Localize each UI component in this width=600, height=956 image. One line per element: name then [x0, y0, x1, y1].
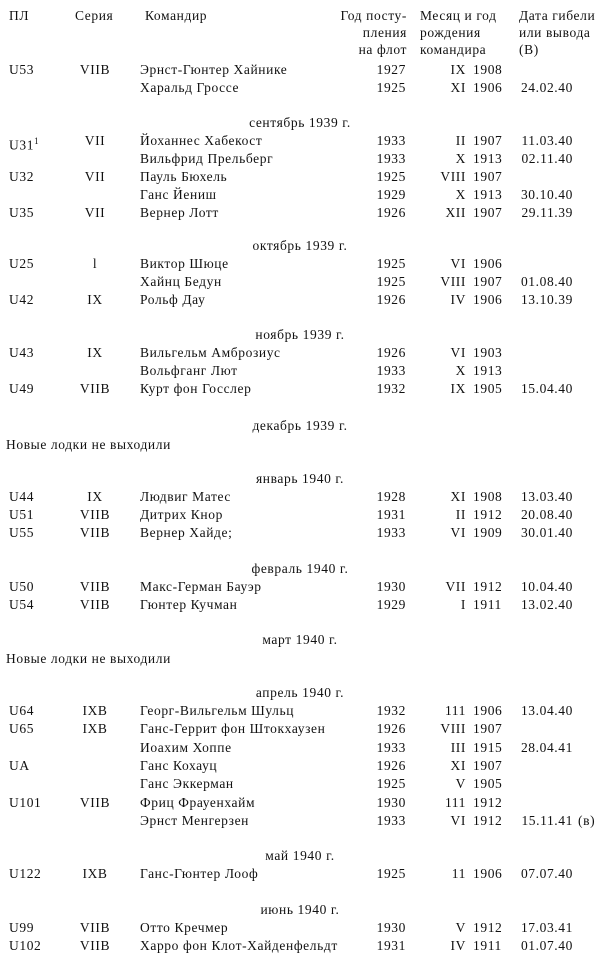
entry-year: 1929 [376, 597, 406, 612]
birth-year: 1912 [473, 507, 503, 522]
loss-date: 15.04.40 [520, 381, 573, 396]
commander-name: Отто Кречмер [140, 920, 229, 935]
loss-date: 24.02.40 [520, 80, 573, 95]
birth-month: X [455, 151, 466, 166]
commander-name: Хайнц Бедун [140, 274, 222, 289]
commander-name: Ганс Кохауц [140, 758, 218, 773]
boat-id: U55 [9, 525, 35, 540]
series: VIIB [79, 62, 111, 77]
birth-year: 1908 [473, 489, 503, 504]
entry-year: 1929 [376, 187, 406, 202]
entry-year: 1930 [376, 920, 406, 935]
series: VIIB [79, 920, 111, 935]
boat-id: U54 [9, 597, 35, 612]
birth-year: 1912 [473, 813, 503, 828]
series: VIIB [79, 525, 111, 540]
series: IX [87, 345, 103, 360]
header-birth-line1: Месяц и год [420, 8, 497, 23]
birth-month: XI [450, 758, 466, 773]
birth-year: 1907 [473, 274, 503, 289]
series: IXB [82, 721, 108, 736]
entry-year: 1926 [376, 345, 406, 360]
birth-month: XII [445, 205, 466, 220]
series: VII [84, 133, 106, 148]
birth-month: II [455, 507, 466, 522]
series: VIIB [79, 507, 111, 522]
month-heading: март 1940 г. [262, 632, 338, 647]
entry-year: 1926 [376, 721, 406, 736]
birth-year: 1906 [473, 703, 503, 718]
birth-month: 111 [444, 795, 466, 810]
entry-year: 1930 [376, 795, 406, 810]
entry-year: 1925 [376, 866, 406, 881]
entry-year: 1931 [376, 507, 406, 522]
loss-date: 07.07.40 [520, 866, 573, 881]
birth-year: 1908 [473, 62, 503, 77]
birth-year: 1905 [473, 381, 503, 396]
commander-name: Фриц Фрауенхайм [140, 795, 256, 810]
loss-date: 30.01.40 [520, 525, 573, 540]
commander-name: Эрнст-Гюнтер Хайнике [140, 62, 288, 77]
loss-date: 17.03.41 [520, 920, 573, 935]
birth-year: 1907 [473, 758, 503, 773]
commander-name: Курт фон Госслер [140, 381, 252, 396]
month-heading: сентябрь 1939 г. [249, 115, 351, 130]
birth-year: 1909 [473, 525, 503, 540]
commander-name: Дитрих Кнор [140, 507, 223, 522]
month-heading: июнь 1940 г. [260, 902, 340, 917]
boat-id: U44 [9, 489, 35, 504]
commander-name: Ганс-Гюнтер Лооф [140, 866, 259, 881]
birth-year: 1913 [473, 363, 503, 378]
birth-month: V [455, 776, 466, 791]
boat-id: $U31^1$ [9, 136, 40, 153]
series: l [92, 256, 98, 271]
loss-date: 30.10.40 [520, 187, 573, 202]
commander-name: Георг-Вильгельм Шульц [140, 703, 295, 718]
commander-name: Вильфрид Прельберг [140, 151, 274, 166]
boat-id: U49 [9, 381, 35, 396]
entry-year: 1925 [376, 80, 406, 95]
boat-id: U25 [9, 256, 35, 271]
boat-id: U50 [9, 579, 35, 594]
commander-name: Вернер Хайде; [140, 525, 233, 540]
entry-year: 1925 [376, 274, 406, 289]
boat-id: UA [9, 758, 30, 773]
loss-date: 13.04.40 [520, 703, 573, 718]
birth-month: 111 [444, 703, 466, 718]
header-year-line3: на флот [358, 42, 407, 57]
series: VIIB [79, 579, 111, 594]
header-boat: ПЛ [9, 8, 30, 23]
commander-name: Ганс Эккерман [140, 776, 234, 791]
loss-date: 01.08.40 [520, 274, 573, 289]
birth-month: VI [450, 256, 466, 271]
series: VIIB [79, 597, 111, 612]
entry-year: 1933 [376, 363, 406, 378]
loss-date: 13.02.40 [520, 597, 573, 612]
birth-year: 1907 [473, 169, 503, 184]
birth-month: VIII [440, 169, 466, 184]
entry-year: 1933 [376, 813, 406, 828]
header-date-line2: или вывода [519, 25, 591, 40]
boat-id: U32 [9, 169, 35, 184]
loss-date: 28.04.41 [520, 740, 573, 755]
boat-id: U42 [9, 292, 35, 307]
series: VII [84, 169, 106, 184]
commander-name: Йоханнес Хабекост [140, 133, 263, 148]
birth-year: 1913 [473, 151, 503, 166]
series: IXB [82, 703, 108, 718]
entry-year: 1926 [376, 205, 406, 220]
boat-id: U102 [9, 938, 42, 953]
commander-name: Пауль Бюхель [140, 169, 228, 184]
commander-name: Вольфганг Лют [140, 363, 238, 378]
boat-id: U51 [9, 507, 35, 522]
entry-year: 1925 [376, 256, 406, 271]
loss-date: 10.04.40 [520, 579, 573, 594]
birth-month: IV [450, 292, 466, 307]
commander-name: Вильгельм Амброзиус [140, 345, 281, 360]
birth-month: VIII [440, 274, 466, 289]
birth-year: 1906 [473, 80, 503, 95]
boat-id: U53 [9, 62, 35, 77]
month-heading: октябрь 1939 г. [252, 238, 348, 253]
month-heading: февраль 1940 г. [251, 561, 349, 576]
commander-name: Харальд Гроссе [140, 80, 240, 95]
entry-year: 1933 [376, 740, 406, 755]
birth-year: 1911 [473, 938, 502, 953]
birth-month: IX [450, 381, 466, 396]
commander-name: Иоахим Хоппе [140, 740, 232, 755]
header-date-line3: (В) [519, 42, 539, 57]
series: VIIB [79, 381, 111, 396]
loss-date: 29.11.39 [521, 205, 573, 220]
birth-month: IX [450, 62, 466, 77]
birth-month: III [450, 740, 466, 755]
birth-month: XI [450, 489, 466, 504]
birth-month: VII [445, 579, 466, 594]
birth-year: 1906 [473, 256, 503, 271]
loss-date: 15.11.41 [521, 813, 573, 828]
birth-month: VI [450, 813, 466, 828]
entry-year: 1927 [376, 62, 406, 77]
entry-year: 1933 [376, 151, 406, 166]
birth-month: XI [450, 80, 466, 95]
entry-year: 1928 [376, 489, 406, 504]
birth-year: 1907 [473, 205, 503, 220]
boat-id: U101 [9, 795, 42, 810]
loss-date: 13.10.39 [520, 292, 573, 307]
boat-id: U35 [9, 205, 35, 220]
series: VIIB [79, 938, 111, 953]
birth-year: 1913 [473, 187, 503, 202]
header-date-line1: Дата гибели [519, 8, 596, 23]
series: IXB [82, 866, 108, 881]
withdrawal-note: (в) [578, 813, 596, 828]
boat-id: U43 [9, 345, 35, 360]
birth-month: IV [450, 938, 466, 953]
commander-name: Макс-Герман Бауэр [140, 579, 262, 594]
entry-year: 1925 [376, 776, 406, 791]
commander-name: Виктор Шюце [140, 256, 229, 271]
no-new-boats-note: Новые лодки не выходили [6, 651, 171, 666]
header-commander: Командир [145, 8, 208, 23]
boat-id: U99 [9, 920, 35, 935]
birth-year: 1912 [473, 920, 503, 935]
loss-date: 20.08.40 [520, 507, 573, 522]
birth-month: V [455, 920, 466, 935]
commander-name: Рольф Дау [140, 292, 206, 307]
birth-year: 1907 [473, 133, 503, 148]
series: IX [87, 292, 103, 307]
series: VII [84, 205, 106, 220]
birth-year: 1912 [473, 795, 503, 810]
entry-year: 1926 [376, 292, 406, 307]
entry-year: 1931 [376, 938, 406, 953]
boat-id: U65 [9, 721, 35, 736]
birth-month: VIII [440, 721, 466, 736]
series: IX [87, 489, 103, 504]
birth-month: X [455, 363, 466, 378]
header-birth-line3: командира [420, 42, 487, 57]
entry-year: 1933 [376, 133, 406, 148]
entry-year: 1932 [376, 703, 406, 718]
commander-name: Эрнст Менгерзен [140, 813, 250, 828]
boat-id: U64 [9, 703, 35, 718]
no-new-boats-note: Новые лодки не выходили [6, 437, 171, 452]
month-heading: январь 1940 г. [255, 471, 345, 486]
birth-year: 1912 [473, 579, 503, 594]
birth-year: 1907 [473, 721, 503, 736]
entry-year: 1932 [376, 381, 406, 396]
birth-month: VI [450, 525, 466, 540]
series: VIIB [79, 795, 111, 810]
month-heading: май 1940 г. [265, 848, 335, 863]
birth-year: 1905 [473, 776, 503, 791]
commander-name: Ганс-Геррит фон Штокхаузен [140, 721, 326, 736]
month-heading: апрель 1940 г. [255, 685, 345, 700]
loss-date: 02.11.40 [521, 151, 573, 166]
entry-year: 1933 [376, 525, 406, 540]
birth-month: II [455, 133, 466, 148]
header-birth-line2: рождения [420, 25, 481, 40]
footnote-marker: 1 [34, 136, 40, 146]
birth-month: I [460, 597, 466, 612]
entry-year: 1926 [376, 758, 406, 773]
commander-name: Вернер Лотт [140, 205, 219, 220]
header-series: Серия [75, 8, 114, 23]
commander-name: Ганс Йениш [140, 187, 217, 202]
birth-year: 1906 [473, 866, 503, 881]
month-heading: ноябрь 1939 г. [255, 327, 345, 342]
loss-date: 13.03.40 [520, 489, 573, 504]
commander-name: Гюнтер Кучман [140, 597, 238, 612]
birth-month: X [455, 187, 466, 202]
boat-id: U122 [9, 866, 42, 881]
month-heading: декабрь 1939 г. [252, 418, 348, 433]
header-year-line1: Год посту- [340, 8, 407, 23]
birth-year: 1903 [473, 345, 503, 360]
birth-year: 1915 [473, 740, 503, 755]
loss-date: 11.03.40 [521, 133, 573, 148]
birth-month: VI [450, 345, 466, 360]
entry-year: 1930 [376, 579, 406, 594]
entry-year: 1925 [376, 169, 406, 184]
birth-year: 1911 [473, 597, 502, 612]
commander-name: Харро фон Клот-Хайденфельдт [140, 938, 338, 953]
loss-date: 01.07.40 [520, 938, 573, 953]
birth-year: 1906 [473, 292, 503, 307]
commander-name: Людвиг Матес [140, 489, 232, 504]
header-year-line2: пления [362, 25, 407, 40]
birth-month: 11 [451, 866, 466, 881]
